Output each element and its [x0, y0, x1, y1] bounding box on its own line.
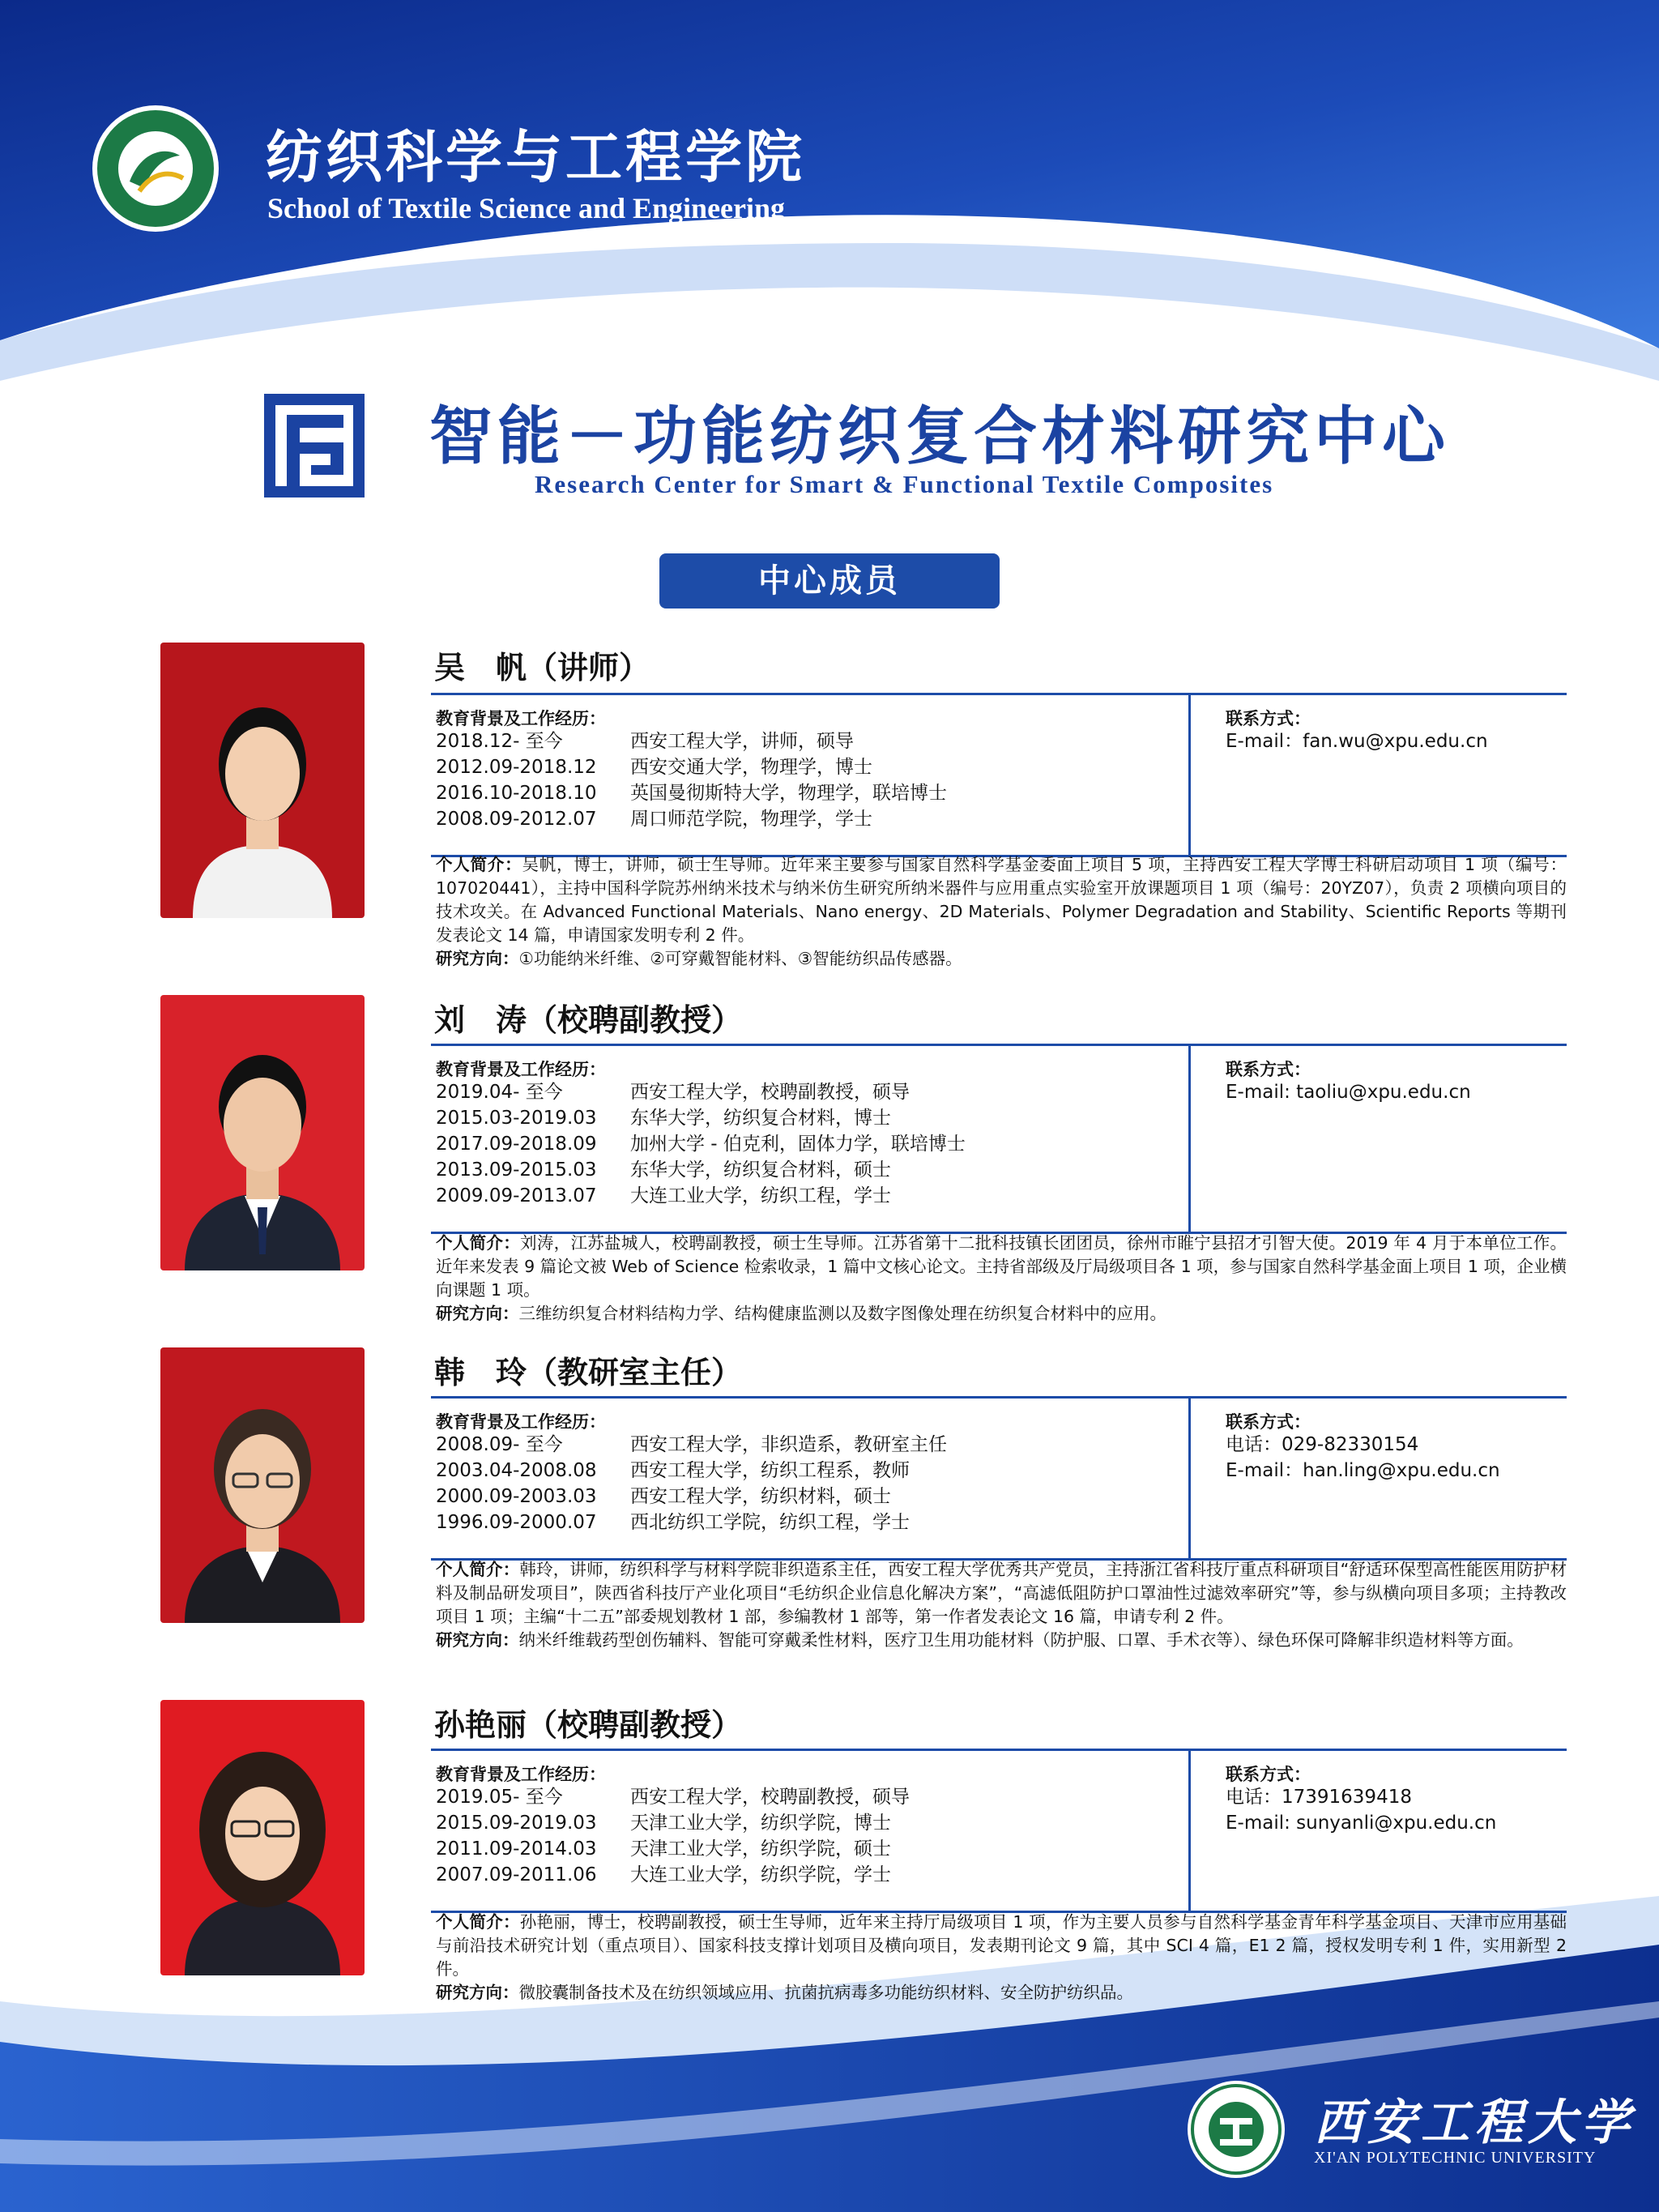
research-text: 三维纺织复合材料结构力学、结构健康监测以及数字图像处理在纺织复合材料中的应用。 [518, 1304, 1166, 1323]
edu-list [436, 1079, 966, 1209]
member-bio [436, 1558, 1567, 1652]
member-bio [436, 1232, 1567, 1326]
edu-item: 2011.09-2014.03 天津工业大学，纺织学院，硕士 [436, 1838, 891, 1860]
intro-label: 个人简介： [436, 1233, 521, 1253]
intro-label: 个人简介： [436, 855, 522, 874]
edu-label: 教育背景及工作经历： [436, 709, 606, 728]
section-title: 中心成员 [659, 553, 1000, 609]
contact-info [1226, 1432, 1500, 1484]
center-logo-icon [264, 394, 365, 497]
edu-item: 2016.10-2018.10 英国曼彻斯特大学，物理学，联培博士 [436, 783, 947, 804]
contact-phone[interactable]: 电话：029-82330154 [1226, 1434, 1419, 1455]
research-label: 研究方向： [436, 1630, 519, 1650]
intro-text: 刘涛，江苏盐城人，校聘副教授，硕士生导师。江苏省第十二批科技镇长团团员，徐州市睢宁县招才引智大使。2019 年 4 月于本单位工作。近年来发表 9 篇论文被 Web of Science 检索收录，1 篇中文核心论文。主持省部级及厅局级项目各 1 项，参与国家自然科学基金面上项目 1 项，企业横向课题 1 项。 [436, 1233, 1567, 1300]
edu-item: 2000.09-2003.03 西安工程大学，纺织材料，硕士 [436, 1486, 891, 1507]
member-photo [160, 995, 365, 1270]
edu-label: 教育背景及工作经历： [436, 1765, 606, 1784]
contact-phone[interactable]: 电话：17391639418 [1226, 1787, 1412, 1808]
intro-text: 孙艳丽，博士，校聘副教授，硕士生导师，近年来主持厅局级项目 1 项，作为主要人员参与自然科学基金青年科学基金项目、天津市应用基础与前沿技术研究计划（重点项目）、国家科技支撑计划项目及横向项目，发表期刊论文 9 篇，其中 SCI 4 篇，E1 2 篇，授权发明专利 1 件，实用新型 2 件。 [436, 1912, 1567, 1979]
edu-list [436, 1432, 947, 1535]
divider [1188, 693, 1191, 856]
edu-item: 2009.09-2013.07 大连工业大学，纺织工程，学士 [436, 1185, 891, 1206]
research-text: 纳米纤维载药型创伤辅料、智能可穿戴柔性材料，医疗卫生用功能材料（防护服、口罩、手术衣等）、绿色环保可降解非织造材料等方面。 [518, 1630, 1524, 1650]
divider [1188, 1044, 1191, 1233]
edu-label: 教育背景及工作经历： [436, 1412, 606, 1432]
edu-list [436, 1784, 910, 1888]
research-label: 研究方向： [436, 949, 519, 968]
edu-item: 2018.12- 至今 西安工程大学，讲师，硕导 [436, 731, 854, 752]
divider [431, 1749, 1567, 1751]
divider [431, 693, 1567, 695]
contact-label: 联系方式： [1226, 1765, 1311, 1784]
divider [431, 1044, 1567, 1046]
edu-item: 2003.04-2008.08 西安工程大学，纺织工程系，教师 [436, 1460, 910, 1481]
contact-label: 联系方式： [1226, 1412, 1311, 1432]
edu-item: 2015.03-2019.03 东华大学，纺织复合材料，博士 [436, 1108, 891, 1129]
research-text: 微胶囊制备技术及在纺织领域应用、抗菌抗病毒多功能纺织材料、安全防护纺织品。 [518, 1983, 1133, 2002]
contact-email[interactable]: E-mail：fan.wu@xpu.edu.cn [1226, 731, 1488, 752]
edu-item: 1996.09-2000.07 西北纺织工学院，纺织工程，学士 [436, 1512, 910, 1533]
edu-item: 2012.09-2018.12 西安交通大学，物理学，博士 [436, 757, 872, 778]
intro-label: 个人简介： [436, 1912, 520, 1932]
edu-item: 2008.09- 至今 西安工程大学，非织造系，教研室主任 [436, 1434, 947, 1455]
contact-label: 联系方式： [1226, 1060, 1311, 1079]
divider [1188, 1749, 1191, 1912]
school-logo-icon [91, 104, 220, 233]
intro-label: 个人简介： [436, 1560, 520, 1579]
center-title-en: Research Center for Smart & Functional Textile Composites [535, 470, 1274, 498]
edu-item: 2013.09-2015.03 东华大学，纺织复合材料，硕士 [436, 1159, 891, 1181]
contact-info [1226, 1079, 1471, 1105]
research-label: 研究方向： [436, 1304, 519, 1323]
contact-label: 联系方式： [1226, 709, 1311, 728]
school-name-en: School of Textile Science and Engineering [267, 192, 786, 224]
intro-text: 韩玲，讲师，纺织科学与材料学院非织造系主任，西安工程大学优秀共产党员，主持浙江省科技厅重点科研项目“舒适环保型高性能医用防护材料及制品研发项目”，陕西省科技厅产业化项目“毛纺织企业信息化解决方案”，“高滤低阻防护口罩油性过滤效率研究”等，参与纵横向项目多项；主持教改项目 1 项；主编“十二五”部委规划教材 1 部，参编教材 1 部等，第一作者发表论文 16 篇，申请专利 2 件。 [436, 1560, 1567, 1626]
divider [431, 1396, 1567, 1399]
intro-text: 吴帆，博士，讲师，硕士生导师。近年来主要参与国家自然科学基金委面上项目 5 项，主持西安工程大学博士科研启动项目 1 项（编号：107020441），主持中国科学院苏州纳米技术与纳米仿生研究所纳米器件与应用重点实验室开放课题项目 1 项（编号：20YZ07），负责 2 项横向项目的技术攻关。在 Advanced Functional Materials、Nano energy、2D Materials、Polymer Degradation and Stability、Scientific Reports 等期刊发表论文 14 篇，申请国家发明专利 2 件。 [436, 855, 1567, 945]
contact-info [1226, 1784, 1496, 1836]
university-name-en: XI'AN POLYTECHNIC UNIVERSITY [1314, 2149, 1597, 2167]
divider [1188, 1396, 1191, 1560]
center-title-cn: 智能－功能纺织复合材料研究中心 [429, 400, 1451, 473]
member-name: 孙艳丽（校聘副教授） [434, 1707, 743, 1743]
edu-item: 2017.09-2018.09 加州大学 - 伯克利，固体力学，联培博士 [436, 1134, 966, 1155]
contact-email[interactable]: E-mail：han.ling@xpu.edu.cn [1226, 1460, 1500, 1481]
edu-item: 2008.09-2012.07 周口师范学院，物理学，学士 [436, 809, 872, 830]
contact-email[interactable]: E-mail: taoliu@xpu.edu.cn [1226, 1082, 1471, 1103]
research-label: 研究方向： [436, 1983, 519, 2002]
member-name: 刘 涛（校聘副教授） [434, 1002, 743, 1038]
university-logo-icon [1186, 2079, 1286, 2180]
edu-label: 教育背景及工作经历： [436, 1060, 606, 1079]
research-text: ①功能纳米纤维、②可穿戴智能材料、③智能纺织品传感器。 [518, 949, 962, 968]
edu-item: 2007.09-2011.06 大连工业大学，纺织学院，学士 [436, 1864, 891, 1885]
member-photo [160, 1700, 365, 1975]
contact-email[interactable]: E-mail: sunyanli@xpu.edu.cn [1226, 1813, 1497, 1834]
member-photo [160, 1347, 365, 1623]
edu-list [436, 728, 947, 832]
university-name-cn: 西安工程大学 [1314, 2095, 1635, 2151]
edu-item: 2019.05- 至今 西安工程大学，校聘副教授，硕导 [436, 1787, 910, 1808]
member-photo [160, 643, 365, 918]
edu-item: 2015.09-2019.03 天津工业大学，纺织学院，博士 [436, 1813, 891, 1834]
contact-info [1226, 728, 1488, 754]
edu-item: 2019.04- 至今 西安工程大学，校聘副教授，硕导 [436, 1082, 910, 1103]
member-bio [436, 1911, 1567, 2005]
member-name: 韩 玲（教研室主任） [434, 1355, 743, 1390]
school-name-cn: 纺织科学与工程学院 [266, 123, 805, 190]
member-name: 吴 帆（讲师） [434, 650, 650, 685]
member-bio [436, 853, 1567, 971]
